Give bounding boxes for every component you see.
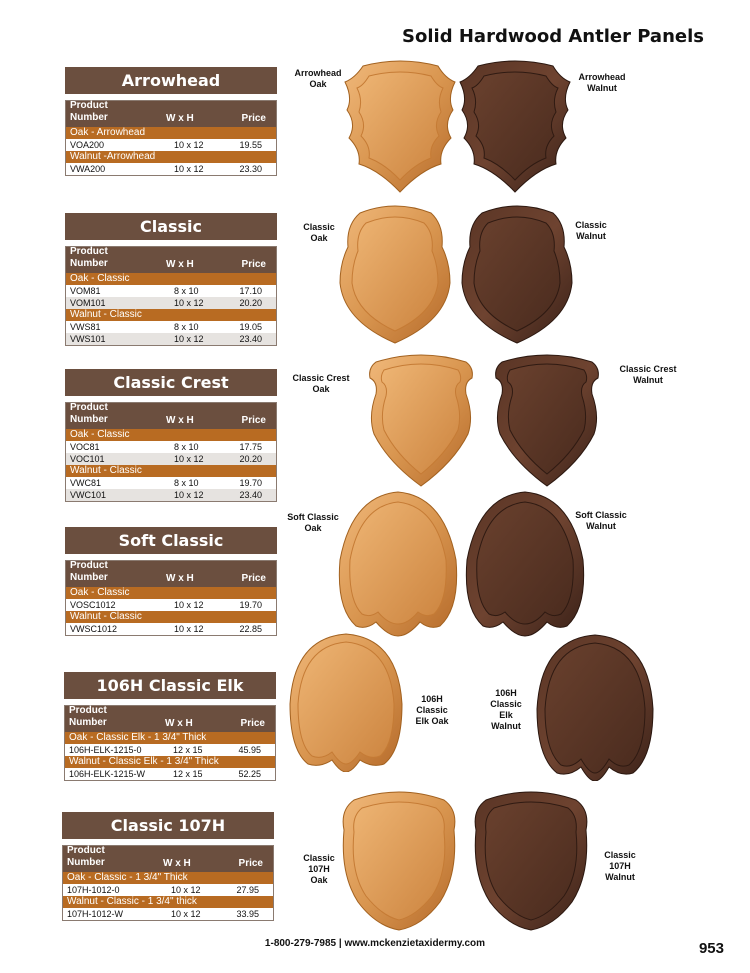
footer-contact: 1-800-279-7985 | www.mckenzietaxidermy.com	[264, 938, 486, 949]
price-table	[64, 705, 276, 781]
table-row: VWSC1012 10 x 12 22.85	[70, 624, 262, 634]
arrowhead-walnut-plaque	[458, 58, 573, 195]
col-price: Price	[241, 113, 266, 124]
elk-walnut-plaque	[535, 633, 655, 781]
price-table	[65, 246, 277, 346]
107h-walnut-plaque	[472, 790, 590, 932]
label-107h-walnut: Classic 107H Walnut	[604, 850, 636, 882]
table-header: Product Number W x H Price	[66, 561, 276, 587]
table-row: VOM101 10 x 12 20.20	[66, 297, 276, 309]
classic-walnut-plaque	[460, 203, 575, 345]
group-label: Oak - Classic - 1 3/4" Thick	[63, 872, 273, 884]
section-title: Classic Crest	[65, 369, 277, 396]
group-label: Oak - Classic	[66, 273, 276, 285]
group-label: Walnut - Classic	[66, 309, 276, 321]
table-row: VWC101 10 x 12 23.40	[66, 489, 276, 501]
table-row: VOSC1012 10 x 12 19.70	[70, 600, 262, 610]
section-soft-classic	[65, 527, 277, 636]
price-table	[62, 845, 274, 921]
table-row: VOM81 8 x 10 17.10	[70, 286, 262, 296]
label-elk-oak: 106H Classic Elk Oak	[415, 694, 449, 726]
table-header: Product Number W x H Price	[65, 706, 275, 732]
col-product: Product Number	[70, 100, 108, 123]
label-classic-oak: Classic Oak	[303, 222, 335, 243]
page-title: Solid Hardwood Antler Panels	[402, 26, 704, 47]
price-table	[65, 560, 277, 636]
elk-oak-plaque	[288, 632, 404, 772]
crest-walnut-plaque	[490, 350, 604, 488]
classic-oak-plaque	[338, 203, 453, 345]
section-106h-classic-elk	[64, 672, 276, 781]
table-header	[66, 101, 276, 127]
soft-walnut-plaque	[463, 490, 587, 638]
label-arrowhead-walnut: Arrowhead Walnut	[578, 72, 626, 93]
price-table	[65, 402, 277, 502]
table-header: Product Number W x H Price	[66, 403, 276, 429]
section-title: Classic 107H	[62, 812, 274, 839]
107h-oak-plaque	[340, 790, 458, 932]
table-row: 107H-1012-0 10 x 12 27.95	[67, 885, 259, 895]
label-classic-walnut: Classic Walnut	[575, 220, 607, 241]
col-size: W x H	[166, 113, 194, 124]
table-row: 107H-1012-W 10 x 12 33.95	[67, 909, 259, 919]
table-row: VWS101 10 x 12 23.40	[66, 333, 276, 345]
group-label: Oak - Classic	[66, 429, 276, 441]
group-label: Oak - Arrowhead	[66, 127, 276, 139]
section-arrowhead	[65, 67, 277, 176]
section-title: Classic	[65, 213, 277, 240]
table-row: VWC81 8 x 10 19.70	[70, 478, 262, 488]
group-label: Walnut - Classic - 1 3/4" thick	[63, 896, 273, 908]
label-107h-oak: Classic 107H Oak	[303, 853, 335, 885]
table-header: Product Number W x H Price	[63, 846, 273, 872]
group-label: Walnut - Classic	[66, 611, 276, 623]
section-title: Soft Classic	[65, 527, 277, 554]
section-classic-107h	[62, 812, 274, 921]
section-classic	[65, 213, 277, 346]
label-crest-walnut: Classic Crest Walnut	[619, 364, 677, 385]
soft-oak-plaque	[336, 490, 460, 638]
table-row: 106H-ELK-1215-0 12 x 15 45.95	[69, 745, 261, 755]
label-crest-oak: Classic Crest Oak	[292, 373, 350, 394]
section-title: 106H Classic Elk	[64, 672, 276, 699]
label-elk-walnut: 106H Classic Elk Walnut	[490, 688, 522, 731]
group-label: Walnut -Arrowhead	[66, 151, 276, 163]
table-row: VOC101 10 x 12 20.20	[66, 453, 276, 465]
table-row: VOC81 8 x 10 17.75	[70, 442, 262, 452]
label-arrowhead-oak: Arrowhead Oak	[294, 68, 342, 89]
arrowhead-oak-plaque	[343, 58, 458, 195]
crest-oak-plaque	[364, 350, 478, 488]
table-row: VOA200 10 x 12 19.55	[70, 140, 262, 150]
section-classic-crest	[65, 369, 277, 502]
group-label: Walnut - Classic Elk - 1 3/4" Thick	[65, 756, 275, 768]
section-title: Arrowhead	[65, 67, 277, 94]
price-table	[65, 100, 277, 176]
group-label: Oak - Classic Elk - 1 3/4" Thick	[65, 732, 275, 744]
table-row: VWA200 10 x 12 23.30	[70, 164, 262, 174]
label-soft-oak: Soft Classic Oak	[287, 512, 339, 533]
table-row: 106H-ELK-1215-W 12 x 15 52.25	[69, 769, 261, 779]
table-header: Product Number W x H Price	[66, 247, 276, 273]
label-soft-walnut: Soft Classic Walnut	[575, 510, 627, 531]
group-label: Oak - Classic	[66, 587, 276, 599]
table-row: VWS81 8 x 10 19.05	[70, 322, 262, 332]
group-label: Walnut - Classic	[66, 465, 276, 477]
page-number: 953	[698, 940, 724, 957]
